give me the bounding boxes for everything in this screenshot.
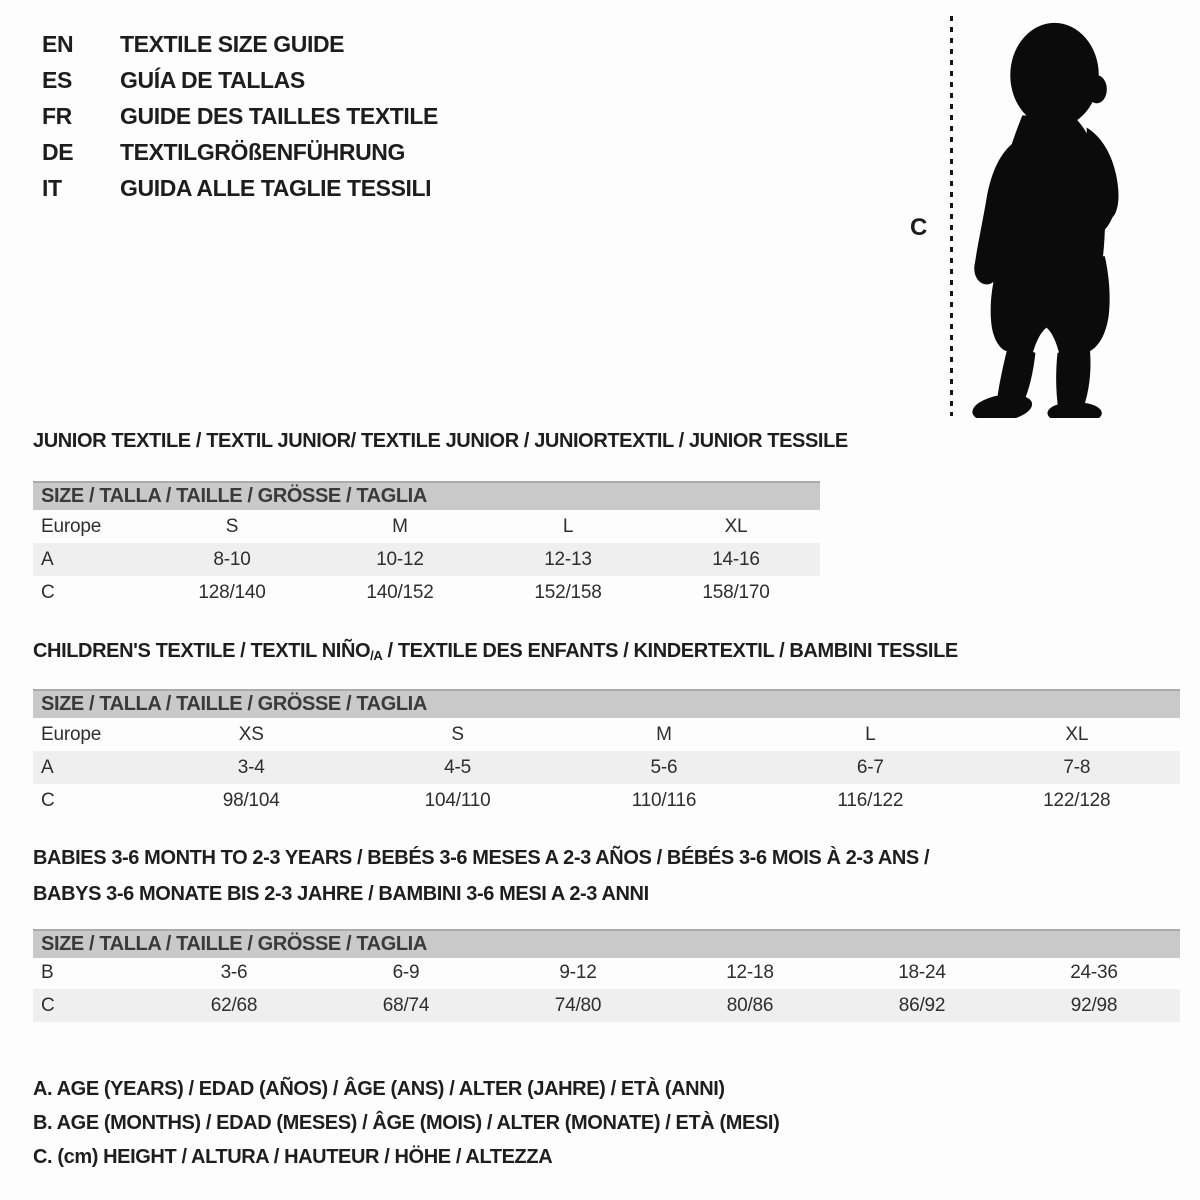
size-cell: S [225, 515, 239, 537]
age-cell: 4-5 [444, 756, 472, 778]
silhouette-right-foot [1047, 402, 1101, 418]
children-title-part1: CHILDREN'S TEXTILE / TEXTIL NIÑO [33, 640, 371, 662]
size-cell: L [865, 723, 876, 745]
height-cell: 122/128 [1043, 789, 1111, 811]
height-cell: 158/170 [702, 581, 770, 603]
height-cell: 128/140 [198, 581, 266, 603]
size-cell: XS [238, 723, 264, 745]
height-measure-label: C [910, 214, 928, 241]
lang-row-es [42, 62, 438, 98]
age-cell: 7-8 [1063, 756, 1091, 778]
age-cell: 3-4 [237, 756, 265, 778]
table-row [33, 718, 1180, 751]
children-size-table [33, 718, 1180, 817]
table-row [33, 543, 820, 576]
babies-size-header-bar: SIZE / TALLA / TAILLE / GRÖSSE / TAGLIA [33, 929, 1180, 958]
junior-size-table [33, 510, 820, 609]
guide-title-fr: GUIDE DES TAILLES TEXTILE [120, 103, 438, 129]
measure-legend [33, 1072, 779, 1174]
age-cell: 3-6 [220, 961, 248, 983]
silhouette-head [1010, 23, 1099, 128]
babies-title-line1: BABIES 3-6 MONTH TO 2-3 YEARS / BEBÉS 3-6 MESES A 2-3 AÑOS / BÉBÉS 3-6 MOIS À 2-3 ANS / [33, 847, 930, 869]
row-label: Europe [41, 723, 102, 745]
lang-code: IT [42, 175, 62, 201]
height-cell: 98/104 [222, 789, 280, 811]
lang-row-it [42, 170, 438, 206]
height-cell: 110/116 [631, 789, 697, 811]
row-label: A [41, 548, 54, 570]
size-cell: M [656, 723, 672, 745]
height-cell: 74/80 [554, 994, 602, 1016]
guide-title-es: GUÍA DE TALLAS [120, 67, 305, 93]
table-row [33, 510, 820, 543]
silhouette-ear [1087, 75, 1107, 103]
height-cell: 80/86 [726, 994, 774, 1016]
height-cell: 68/74 [382, 994, 430, 1016]
babies-size-table [33, 956, 1180, 1022]
age-cell: 18-24 [898, 961, 946, 983]
legend-line-c: C. (cm) HEIGHT / ALTURA / HAUTEUR / HÖHE / ALTEZZA [33, 1146, 553, 1168]
height-cell: 140/152 [366, 581, 434, 603]
age-cell: 24-36 [1070, 961, 1118, 983]
age-cell: 5-6 [650, 756, 678, 778]
children-section-title [33, 640, 958, 663]
size-cell: S [451, 723, 464, 745]
lang-code: EN [42, 31, 74, 57]
children-title-sub: /A [370, 648, 383, 663]
lang-row-fr [42, 98, 438, 134]
babies-title-line2: BABYS 3-6 MONATE BIS 2-3 JAHRE / BAMBINI 3-6 MESI A 2-3 ANNI [33, 883, 649, 905]
children-size-header-bar: SIZE / TALLA / TAILLE / GRÖSSE / TAGLIA [33, 689, 1180, 718]
junior-size-header-bar: SIZE / TALLA / TAILLE / GRÖSSE / TAGLIA [33, 481, 820, 510]
size-cell: L [562, 515, 574, 537]
silhouette-right-leg [1056, 348, 1090, 411]
height-cell: 104/110 [424, 789, 491, 811]
lang-code: FR [42, 103, 72, 129]
age-cell: 9-12 [559, 961, 597, 983]
lang-code: ES [42, 67, 72, 93]
guide-title-en: TEXTILE SIZE GUIDE [120, 31, 345, 57]
size-cell: XL [1065, 723, 1089, 745]
age-cell: 12-18 [726, 961, 774, 983]
guide-title-it: GUIDA ALLE TAGLIE TESSILI [120, 175, 432, 201]
age-cell: 6-9 [392, 961, 420, 983]
table-row [33, 784, 1180, 817]
row-label: B [41, 961, 54, 983]
table-row [33, 576, 820, 609]
height-cell: 62/68 [210, 994, 258, 1016]
height-cell: 116/122 [837, 789, 904, 811]
row-label: C [41, 994, 55, 1016]
age-cell: 12-13 [544, 548, 592, 570]
age-cell: 14-16 [712, 548, 760, 570]
lang-row-en [42, 26, 438, 62]
legend-line-a: A. AGE (YEARS) / EDAD (AÑOS) / ÂGE (ANS) / ALTER (JAHRE) / ETÀ (ANNI) [33, 1078, 725, 1100]
age-cell: 10-12 [376, 548, 424, 570]
size-cell: M [392, 515, 408, 537]
lang-row-de [42, 134, 438, 170]
silhouette-shorts [991, 256, 1110, 355]
size-cell: XL [724, 515, 748, 537]
row-label: C [41, 581, 55, 603]
age-cell: 8-10 [213, 548, 251, 570]
row-label: A [41, 756, 54, 778]
babies-section-title [33, 840, 929, 912]
age-cell: 6-7 [856, 756, 884, 778]
toddler-silhouette-image [962, 14, 1138, 418]
table-row [33, 989, 1180, 1022]
height-measure-dashed-line [950, 16, 953, 416]
table-row [33, 956, 1180, 989]
language-title-list [42, 26, 438, 206]
table-row [33, 751, 1180, 784]
height-cell: 152/158 [534, 581, 602, 603]
guide-title-de: TEXTILGRÖßENFÜHRUNG [120, 139, 405, 165]
junior-section-title: JUNIOR TEXTILE / TEXTIL JUNIOR/ TEXTILE JUNIOR / JUNIORTEXTIL / JUNIOR TESSILE [33, 430, 848, 452]
height-cell: 86/92 [898, 994, 946, 1016]
height-cell: 92/98 [1070, 994, 1118, 1016]
children-title-part2: / TEXTILE DES ENFANTS / KINDERTEXTIL / BAMBINI TESSILE [382, 640, 958, 662]
row-label: C [41, 789, 55, 811]
lang-code: DE [42, 139, 74, 165]
row-label: Europe [41, 515, 102, 537]
legend-line-b: B. AGE (MONTHS) / EDAD (MESES) / ÂGE (MOIS) / ALTER (MONATE) / ETÀ (MESI) [33, 1112, 780, 1134]
